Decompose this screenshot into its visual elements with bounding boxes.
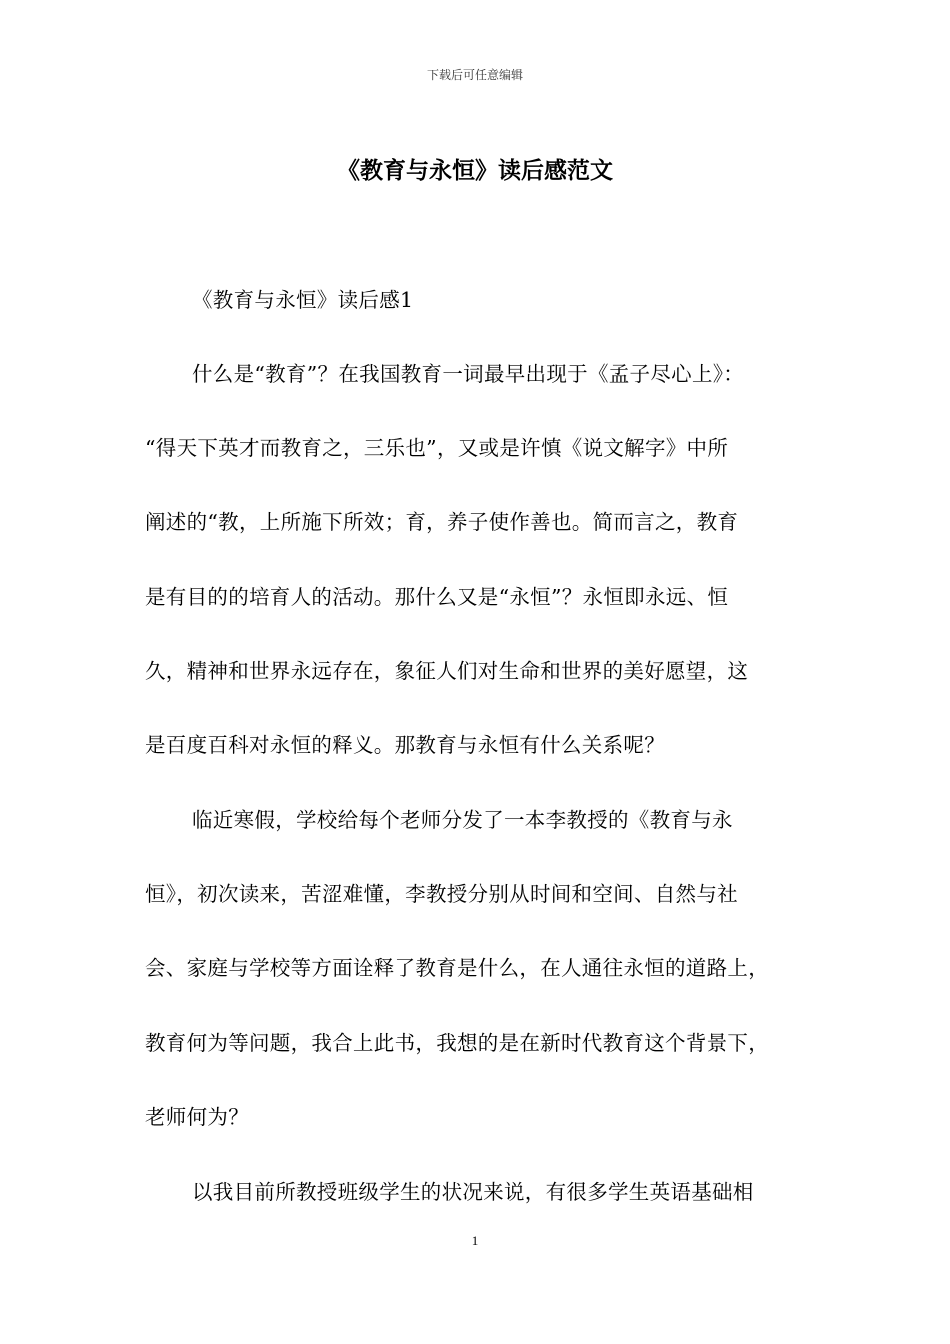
paragraph-line: 久，精神和世界永远存在，象征人们对生命和世界的美好愿望，这 <box>145 659 749 683</box>
paragraph-line: 是百度百科对永恒的释义。那教育与永恒有什么关系呢？ <box>145 733 665 757</box>
section-heading: 《教育与永恒》读后感1 <box>192 288 414 312</box>
paragraph-line: 恒》，初次读来，苦涩难懂，李教授分别从时间和空间、自然与社 <box>145 882 738 906</box>
paragraph-line: 是有目的的培育人的活动。那什么又是“永恒”？永恒即永远、恒 <box>145 585 729 609</box>
paragraph-line: 会、家庭与学校等方面诠释了教育是什么，在人通往永恒的道路上， <box>145 956 769 980</box>
paragraph-line: 教育何为等问题，我合上此书，我想的是在新时代教育这个背景下， <box>145 1031 769 1055</box>
page-number: 1 <box>471 1233 479 1248</box>
paragraph-line: 老师何为？ <box>145 1105 249 1129</box>
header-note: 下载后可任意编辑 <box>426 68 523 82</box>
paragraph-line: 什么是“教育”？在我国教育一词最早出现于《孟子尽心上》： <box>192 362 745 386</box>
paragraph-line: 阐述的“教，上所施下所效；育，养子使作善也。简而言之，教育 <box>145 510 739 534</box>
document-title: 《教育与永恒》读后感范文 <box>337 158 613 184</box>
paragraph-line: 以我目前所教授班级学生的状况来说，有很多学生英语基础相 <box>192 1180 754 1204</box>
paragraph-line: 临近寒假，学校给每个老师分发了一本李教授的《教育与永 <box>192 808 733 832</box>
paragraph-line: “得天下英才而教育之，三乐也”，又或是许慎《说文解字》中所 <box>145 436 729 460</box>
